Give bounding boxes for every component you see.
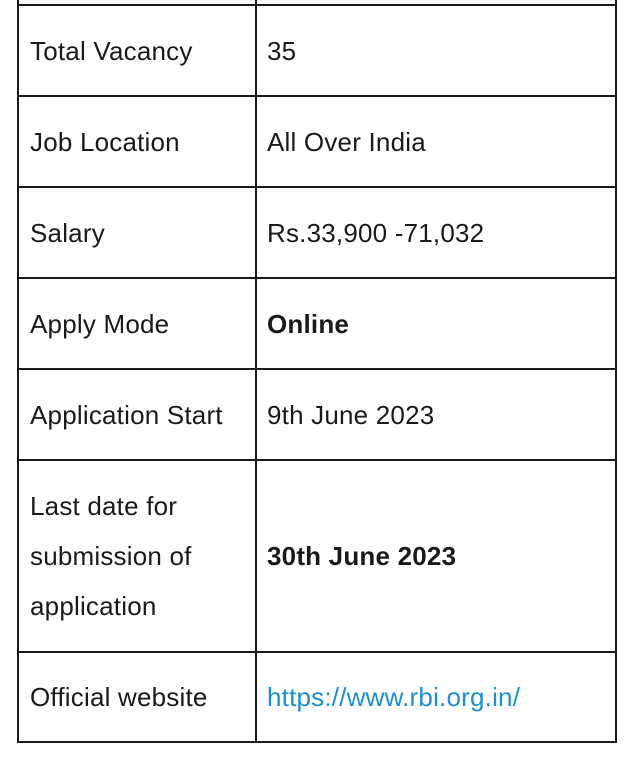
row-value-job-location: All Over India (256, 96, 616, 187)
table-row (18, 96, 616, 187)
job-details-table-wrapper (17, 0, 615, 743)
job-details-table (17, 0, 617, 743)
row-value-salary: Rs.33,900 -71,032 (256, 187, 616, 278)
row-label-application-start: Application Start (18, 369, 256, 460)
row-label-total-vacancy: Total Vacancy (18, 5, 256, 96)
table-row (18, 5, 616, 96)
row-value-official-website (256, 652, 616, 742)
table-row (18, 369, 616, 460)
row-label-apply-mode: Apply Mode (18, 278, 256, 369)
table-row (18, 652, 616, 742)
row-value-apply-mode: Online (256, 278, 616, 369)
row-label-salary: Salary (18, 187, 256, 278)
row-value-total-vacancy: 35 (256, 5, 616, 96)
row-label-official-website: Official website (18, 652, 256, 742)
table-row (18, 278, 616, 369)
official-website-link[interactable]: https://www.rbi.org.in/ (267, 682, 521, 712)
row-value-last-date: 30th June 2023 (256, 460, 616, 652)
table-row (18, 460, 616, 652)
table-row (18, 187, 616, 278)
row-label-last-date: Last date for submission of application (18, 460, 256, 652)
row-label-job-location: Job Location (18, 96, 256, 187)
row-value-application-start: 9th June 2023 (256, 369, 616, 460)
